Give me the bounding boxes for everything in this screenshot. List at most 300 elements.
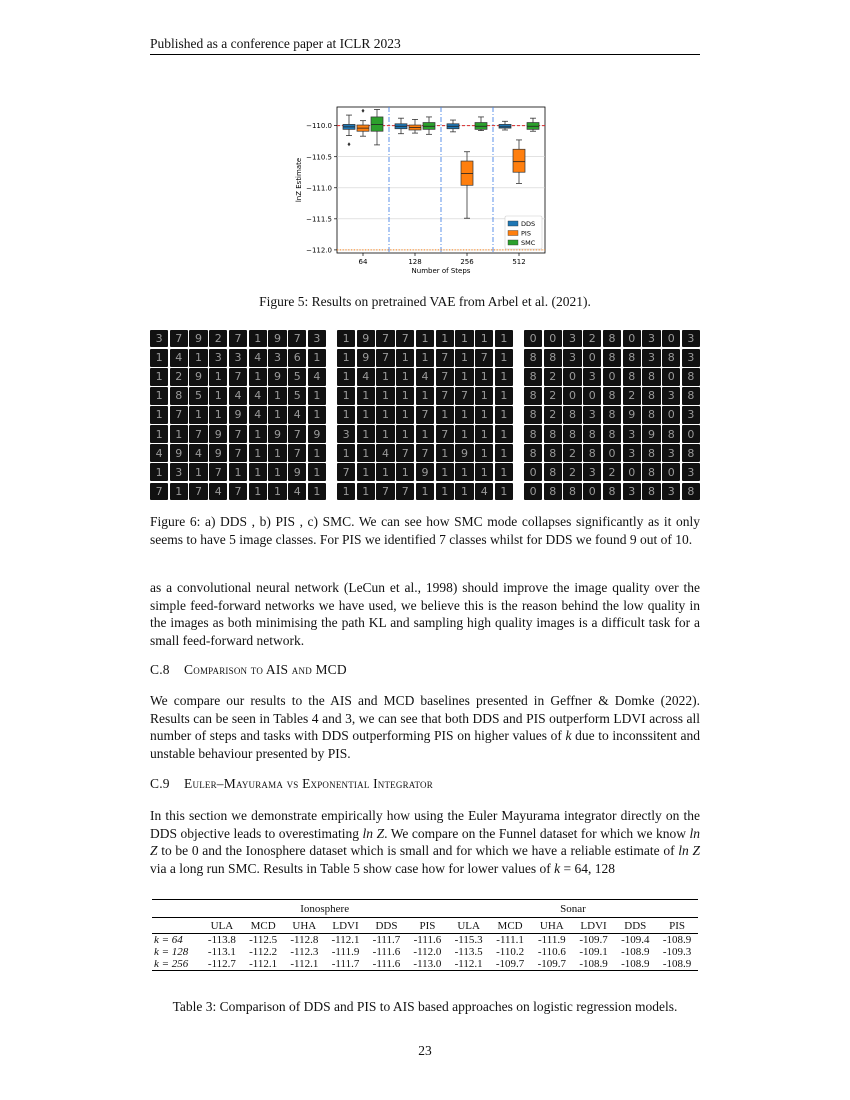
digit-sample — [249, 406, 267, 423]
digit-sample — [603, 463, 621, 480]
digit-sample — [416, 444, 434, 461]
y-tick-label: −112.0 — [306, 246, 332, 255]
digit-glyph: 4 — [293, 484, 301, 498]
table-cell: -113.1 — [207, 946, 236, 958]
digit-glyph: 3 — [647, 332, 655, 346]
digit-glyph: 2 — [549, 370, 557, 384]
digit-sample — [150, 349, 168, 366]
y-tick-label: −111.0 — [306, 184, 332, 193]
digit-sample — [524, 406, 542, 423]
digit-sample — [396, 349, 414, 366]
digit-sample — [170, 483, 188, 500]
digit-sample — [603, 368, 621, 385]
digit-glyph: 0 — [628, 465, 636, 479]
digit-glyph: 8 — [549, 351, 557, 365]
digit-sample — [642, 387, 660, 404]
digit-sample — [475, 406, 493, 423]
digit-glyph: 7 — [234, 370, 242, 384]
table-cell: -111.6 — [372, 958, 401, 970]
digit-glyph: 5 — [293, 389, 301, 403]
table-row — [152, 946, 698, 958]
digit-sample — [682, 387, 700, 404]
digit-sample — [376, 406, 394, 423]
digit-sample — [416, 349, 434, 366]
digit-sample — [249, 483, 267, 500]
digit-glyph: 9 — [175, 446, 183, 460]
digit-glyph: 1 — [500, 427, 508, 441]
group-header-ionosphere: Ionosphere — [300, 903, 350, 915]
digit-sample — [170, 406, 188, 423]
digit-glyph: 8 — [529, 446, 537, 460]
digit-sample — [288, 463, 306, 480]
table-cell: -112.1 — [249, 958, 278, 970]
digit-glyph: 1 — [254, 465, 262, 479]
paragraph-ais-mcd — [150, 692, 700, 762]
digit-glyph: 3 — [687, 332, 695, 346]
digit-glyph: 9 — [214, 446, 222, 460]
paragraph-euler-mayurama — [150, 807, 700, 877]
digit-sample — [189, 425, 207, 442]
math-k: k — [554, 860, 561, 876]
digit-sample — [416, 387, 434, 404]
digit-glyph: 1 — [273, 465, 281, 479]
digit-glyph: 1 — [382, 427, 390, 441]
table-cell: -113.8 — [207, 934, 236, 946]
digit-glyph: 1 — [214, 370, 222, 384]
digit-glyph: 1 — [342, 332, 350, 346]
table-cell: -109.1 — [579, 946, 608, 958]
digit-glyph: 1 — [214, 408, 222, 422]
digit-glyph: 4 — [254, 389, 262, 403]
digit-glyph: 1 — [362, 408, 370, 422]
digit-sample — [396, 425, 414, 442]
digit-glyph: 8 — [608, 484, 616, 498]
column-header: UHA — [539, 920, 564, 932]
digit-glyph: 0 — [549, 332, 557, 346]
digit-glyph: 7 — [460, 389, 468, 403]
digit-glyph: 3 — [667, 389, 675, 403]
legend-swatch-smc — [508, 240, 518, 245]
digit-glyph: 8 — [608, 389, 616, 403]
figure-5-caption: Figure 5: Results on pretrained VAE from Arbel et al. (2021). — [259, 294, 591, 309]
digit-glyph: 1 — [500, 446, 508, 460]
digit-sample — [150, 387, 168, 404]
digit-glyph: 1 — [362, 446, 370, 460]
digit-sample — [563, 368, 581, 385]
digit-glyph: 0 — [667, 370, 675, 384]
digit-glyph: 8 — [529, 408, 537, 422]
digit-sample — [662, 349, 680, 366]
digit-glyph: 2 — [569, 446, 577, 460]
digit-sample — [583, 444, 601, 461]
digit-glyph: 7 — [234, 332, 242, 346]
digit-glyph: 2 — [628, 389, 636, 403]
digit-glyph: 8 — [647, 446, 655, 460]
column-header: MCD — [250, 920, 276, 932]
digit-sample — [682, 406, 700, 423]
digit-glyph: 8 — [549, 446, 557, 460]
dds-box — [499, 124, 511, 128]
digit-glyph: 8 — [608, 351, 616, 365]
text: via a long run SMC. Results in Table 5 show case how for lower values of — [150, 860, 555, 876]
digit-glyph: 1 — [313, 465, 321, 479]
digit-glyph: 7 — [155, 484, 163, 498]
digit-glyph: 4 — [313, 370, 321, 384]
table-cell: -112.0 — [413, 946, 442, 958]
digit-glyph: 1 — [273, 446, 281, 460]
digit-sample — [396, 483, 414, 500]
digit-sample — [308, 425, 326, 442]
digit-sample — [583, 425, 601, 442]
table-corner — [152, 900, 201, 918]
digit-glyph: 1 — [460, 370, 468, 384]
digit-glyph: 4 — [254, 351, 262, 365]
digit-sample — [682, 425, 700, 442]
digit-sample — [642, 330, 660, 347]
digit-glyph: 3 — [667, 484, 675, 498]
digit-glyph: 3 — [647, 351, 655, 365]
digit-sample — [623, 330, 641, 347]
digit-glyph: 1 — [500, 465, 508, 479]
digit-sample — [396, 368, 414, 385]
digit-sample — [376, 368, 394, 385]
digit-glyph: 1 — [460, 427, 468, 441]
digit-glyph: 3 — [569, 351, 577, 365]
digit-sample — [495, 483, 513, 500]
digit-glyph: 7 — [441, 351, 449, 365]
table-cell: -112.1 — [331, 934, 360, 946]
digit-glyph: 7 — [401, 484, 409, 498]
digit-glyph: 9 — [273, 332, 281, 346]
digit-sample — [268, 406, 286, 423]
digit-sample — [170, 368, 188, 385]
digit-glyph: 8 — [588, 446, 596, 460]
digit-sample — [583, 387, 601, 404]
digit-sample — [682, 444, 700, 461]
digit-sample — [495, 463, 513, 480]
digit-glyph: 7 — [234, 446, 242, 460]
digit-sample — [436, 330, 454, 347]
digit-sample — [357, 368, 375, 385]
digit-glyph: 8 — [529, 427, 537, 441]
digit-sample — [209, 368, 227, 385]
digit-glyph: 1 — [362, 465, 370, 479]
digit-sample — [376, 330, 394, 347]
digit-glyph: 8 — [647, 389, 655, 403]
digit-glyph: 7 — [480, 351, 488, 365]
digit-glyph: 3 — [628, 446, 636, 460]
digit-glyph: 1 — [313, 408, 321, 422]
digit-sample — [455, 425, 473, 442]
digit-glyph: 8 — [667, 351, 675, 365]
digit-sample — [662, 444, 680, 461]
digit-glyph: 8 — [687, 370, 695, 384]
digit-glyph: 0 — [628, 332, 636, 346]
text: We compare our results to the AIS and MCD baselines presented in Geffner & Domke (2022). Results can be seen in Tables 4 and 3, we can see that both DDS and PIS outperform LDVI across all number of steps and tasks with DDS outperforming PIS on higher values of — [150, 693, 700, 743]
row-label: k = 64 — [154, 934, 183, 946]
digit-sample — [455, 406, 473, 423]
digit-glyph: 2 — [549, 408, 557, 422]
table-row — [152, 934, 698, 947]
digit-sample — [623, 406, 641, 423]
digit-glyph: 1 — [155, 408, 163, 422]
digit-glyph: 8 — [529, 389, 537, 403]
table-3 — [152, 899, 698, 971]
digit-sample — [268, 444, 286, 461]
digit-sample — [563, 349, 581, 366]
text: In this section we demonstrate empirically how using the Euler Mayurama integrator directly on the DDS objective leads to overestimating — [150, 808, 700, 841]
digit-sample — [170, 463, 188, 480]
digit-sample — [455, 368, 473, 385]
digit-glyph: 0 — [667, 465, 675, 479]
digit-sample — [268, 330, 286, 347]
digit-sample — [524, 425, 542, 442]
digit-sample — [603, 425, 621, 442]
digit-glyph: 0 — [588, 484, 596, 498]
digit-glyph: 8 — [647, 465, 655, 479]
digit-glyph: 9 — [421, 465, 429, 479]
digit-glyph: 0 — [569, 389, 577, 403]
table-cell: -111.7 — [331, 958, 360, 970]
digit-sample — [475, 368, 493, 385]
column-header: PIS — [669, 920, 686, 932]
digit-glyph: 1 — [401, 465, 409, 479]
table-cell: -111.9 — [331, 946, 360, 958]
digit-glyph: 7 — [234, 427, 242, 441]
digit-sample — [642, 368, 660, 385]
digit-sample — [288, 406, 306, 423]
table-cell: -109.7 — [579, 934, 608, 946]
digit-sample — [229, 387, 247, 404]
digit-glyph: 1 — [342, 370, 350, 384]
digit-glyph: 3 — [588, 370, 596, 384]
digit-glyph: 2 — [569, 465, 577, 479]
column-header: UHA — [292, 920, 317, 932]
digit-sample — [682, 483, 700, 500]
digit-sample — [268, 483, 286, 500]
digit-glyph: 8 — [628, 351, 636, 365]
table-3-caption: Table 3: Comparison of DDS and PIS to AIS based approaches on logistic regression models. — [172, 999, 678, 1014]
digit-glyph: 3 — [588, 465, 596, 479]
digit-glyph: 3 — [214, 351, 222, 365]
digit-sample — [544, 368, 562, 385]
digit-sample — [150, 425, 168, 442]
digit-glyph: 0 — [588, 389, 596, 403]
digit-glyph: 1 — [441, 408, 449, 422]
digit-sample — [436, 406, 454, 423]
digit-glyph: 1 — [342, 484, 350, 498]
digit-sample — [642, 406, 660, 423]
table-cell: -109.3 — [662, 946, 692, 958]
digit-sample — [682, 463, 700, 480]
column-header: ULA — [210, 920, 234, 932]
legend-swatch-dds — [508, 221, 518, 226]
digit-sample — [662, 387, 680, 404]
table-cell: -111.6 — [413, 934, 442, 946]
figure-6-samples — [150, 330, 700, 500]
digit-glyph: 3 — [687, 465, 695, 479]
digit-glyph: 8 — [608, 427, 616, 441]
digit-glyph: 1 — [401, 351, 409, 365]
digit-glyph: 3 — [234, 351, 242, 365]
digit-glyph: 2 — [175, 370, 183, 384]
table-cell: -115.3 — [454, 934, 483, 946]
digit-sample — [209, 463, 227, 480]
digit-glyph: 7 — [234, 484, 242, 498]
digit-sample — [229, 349, 247, 366]
digit-glyph: 1 — [460, 465, 468, 479]
digit-sample — [308, 349, 326, 366]
digit-sample — [583, 368, 601, 385]
digit-glyph: 7 — [195, 427, 203, 441]
digit-sample — [288, 483, 306, 500]
digit-glyph: 8 — [608, 408, 616, 422]
digit-glyph: 5 — [293, 370, 301, 384]
y-tick-label: −110.0 — [306, 122, 332, 131]
digit-glyph: 1 — [342, 389, 350, 403]
digit-sample — [268, 349, 286, 366]
digit-sample — [475, 387, 493, 404]
x-tick-label: 64 — [358, 258, 368, 266]
digit-sample — [308, 368, 326, 385]
digit-sample — [229, 406, 247, 423]
digit-glyph: 1 — [421, 484, 429, 498]
digit-glyph: 1 — [175, 484, 183, 498]
digit-sample — [249, 330, 267, 347]
digit-sample — [563, 463, 581, 480]
digit-glyph: 7 — [214, 465, 222, 479]
digit-sample — [150, 368, 168, 385]
digit-glyph: 1 — [313, 446, 321, 460]
table-cell: -109.4 — [621, 934, 650, 946]
digit-glyph: 1 — [254, 427, 262, 441]
table-cell: -108.9 — [621, 958, 650, 970]
digit-sample — [603, 349, 621, 366]
digit-glyph: 9 — [214, 427, 222, 441]
digit-sample — [455, 483, 473, 500]
digit-glyph: 1 — [254, 370, 262, 384]
digit-glyph: 1 — [254, 484, 262, 498]
digit-sample — [662, 463, 680, 480]
digit-glyph: 1 — [382, 408, 390, 422]
digit-glyph: 1 — [254, 332, 262, 346]
digit-sample — [563, 387, 581, 404]
digit-sample — [189, 387, 207, 404]
digit-sample — [189, 330, 207, 347]
digit-glyph: 1 — [362, 427, 370, 441]
digit-sample — [249, 387, 267, 404]
digit-sample — [662, 406, 680, 423]
digit-sample — [337, 463, 355, 480]
digit-glyph: 8 — [667, 427, 675, 441]
digit-sample — [337, 406, 355, 423]
digit-sample — [357, 349, 375, 366]
digit-sample — [583, 483, 601, 500]
digit-glyph: 7 — [293, 427, 301, 441]
digit-glyph: 8 — [647, 484, 655, 498]
digit-glyph: 0 — [667, 408, 675, 422]
digit-sample — [268, 368, 286, 385]
digit-sample — [396, 463, 414, 480]
digit-sample — [416, 406, 434, 423]
digit-sample — [396, 406, 414, 423]
figure-5-boxplot — [286, 104, 546, 286]
digit-glyph: 9 — [293, 465, 301, 479]
digit-glyph: 1 — [195, 465, 203, 479]
digit-glyph: 1 — [382, 389, 390, 403]
digit-glyph: 8 — [549, 484, 557, 498]
digit-glyph: 1 — [500, 370, 508, 384]
column-header: LDVI — [332, 920, 359, 932]
digit-glyph: 1 — [382, 370, 390, 384]
section-c9-title: Euler–Mayurama vs Exponential Integrator — [184, 776, 433, 791]
digit-sample — [623, 425, 641, 442]
digit-sample — [308, 330, 326, 347]
digit-sample — [544, 483, 562, 500]
column-header: DDS — [375, 920, 398, 932]
digit-glyph: 7 — [401, 332, 409, 346]
digit-sample — [150, 406, 168, 423]
digit-glyph: 1 — [480, 427, 488, 441]
digit-sample — [436, 387, 454, 404]
digit-sample — [642, 444, 660, 461]
digit-sample — [416, 425, 434, 442]
digit-glyph: 2 — [588, 332, 596, 346]
digit-sample — [416, 368, 434, 385]
digit-glyph: 1 — [441, 465, 449, 479]
digit-glyph: 8 — [588, 427, 596, 441]
digit-glyph: 0 — [529, 332, 537, 346]
legend-label: DDS — [521, 220, 536, 228]
digit-sample — [209, 444, 227, 461]
digit-sample — [357, 444, 375, 461]
digit-glyph: 0 — [588, 351, 596, 365]
digit-sample — [170, 349, 188, 366]
legend-label: SMC — [521, 239, 536, 247]
digit-sample — [209, 330, 227, 347]
digit-sample — [209, 387, 227, 404]
digit-sample — [495, 330, 513, 347]
table-cell: -111.7 — [372, 934, 401, 946]
digit-sample — [524, 330, 542, 347]
column-header: ULA — [457, 920, 480, 932]
digit-glyph: 1 — [362, 389, 370, 403]
digit-glyph: 8 — [647, 408, 655, 422]
legend-label: PIS — [521, 229, 531, 238]
digit-sample — [189, 483, 207, 500]
legend-swatch-pis — [508, 231, 518, 236]
digit-sample — [150, 444, 168, 461]
digit-glyph: 1 — [500, 408, 508, 422]
digit-sample — [495, 406, 513, 423]
digit-glyph: 7 — [421, 446, 429, 460]
digit-glyph: 1 — [273, 408, 281, 422]
table-cell: -111.9 — [538, 934, 566, 946]
digit-sample — [337, 330, 355, 347]
digit-glyph: 0 — [687, 427, 695, 441]
page-number: 23 — [418, 1043, 432, 1058]
table-cell: -112.8 — [290, 934, 319, 946]
digit-glyph: 1 — [273, 484, 281, 498]
digit-sample — [642, 349, 660, 366]
digit-sample — [623, 368, 641, 385]
digit-sample — [189, 368, 207, 385]
digit-glyph: 3 — [628, 484, 636, 498]
header-rule — [150, 54, 700, 55]
digit-glyph: 1 — [254, 446, 262, 460]
digit-sample — [376, 425, 394, 442]
digit-glyph: 4 — [421, 370, 429, 384]
